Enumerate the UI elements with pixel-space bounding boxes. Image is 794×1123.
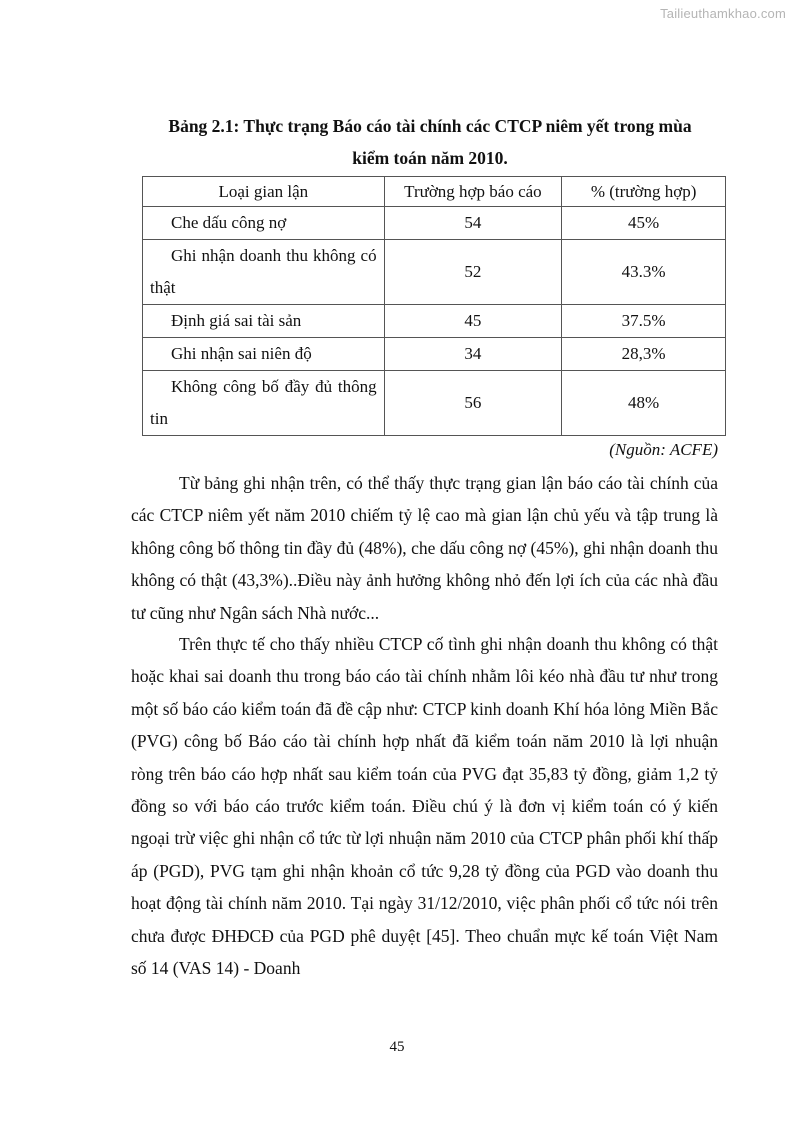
header-percent: % (trường hợp) <box>562 177 726 207</box>
row-cases: 52 <box>384 240 562 305</box>
table-title-line-2: kiểm toán năm 2010. <box>352 148 508 168</box>
row-cases: 54 <box>384 207 562 240</box>
table-row <box>143 207 726 240</box>
row-percent: 48% <box>562 371 726 436</box>
table-row <box>143 305 726 338</box>
row-fraud-type-text: Che dấu công nợ <box>171 213 287 232</box>
row-percent: 43.3% <box>562 240 726 305</box>
row-fraud-type <box>143 338 385 371</box>
row-percent: 45% <box>562 207 726 240</box>
row-fraud-type <box>143 207 385 240</box>
row-fraud-type: Ghi nhận doanh thu không có thật <box>143 240 385 305</box>
row-cases: 56 <box>384 371 562 436</box>
table-row <box>143 371 726 436</box>
table-row <box>143 240 726 305</box>
row-cases: 34 <box>384 338 562 371</box>
page-number: 45 <box>389 1039 405 1055</box>
row-percent: 28,3% <box>562 338 726 371</box>
header-cases: Trường hợp báo cáo <box>384 177 562 207</box>
row-percent: 37.5% <box>562 305 726 338</box>
row-fraud-type-text: Ghi nhận sai niên độ <box>171 344 312 363</box>
table-source-note: (Nguồn: ACFE) <box>609 440 718 459</box>
row-fraud-type <box>143 305 385 338</box>
header-fraud-type: Loại gian lận <box>143 177 385 207</box>
row-fraud-type-text: Định giá sai tài sản <box>171 311 302 330</box>
fraud-type-table <box>142 176 726 436</box>
row-cases: 45 <box>384 305 562 338</box>
table-header-row <box>143 177 726 207</box>
watermark: Tailieuthamkhao.com <box>660 6 786 21</box>
body-paragraph: Trên thực tế cho thấy nhiều CTCP cố tình ghi nhận doanh thu không có thật hoặc khai sai doanh thu trong báo cáo tài chính nhằm lôi kéo nhà đầu tư như trong một số báo cáo kiểm toán đã đề cập như: CTCP kinh doanh Khí hóa lỏng Miền Bắc (PVG) công bố Báo cáo tài chính hợp nhất đã kiểm toán năm 2010 là lợi nhuận ròng trên báo cáo hợp nhất sau kiểm toán của PVG đạt 35,83 tỷ đồng, giảm 1,2 tỷ đồng so với báo cáo trước kiểm toán. Điều chú ý là đơn vị kiểm toán có ý kiến ngoại trừ việc ghi nhận cổ tức từ lợi nhuận năm 2010 của CTCP phân phối khí thấp áp (PGD), PVG tạm ghi nhận khoản cổ tức 9,28 tỷ đồng của PGD vào doanh thu hoạt động tài chính năm 2010. Tại ngày 31/12/2010, việc phân phối cổ tức nói trên chưa được ĐHĐCĐ của PGD phê duyệt [45]. Theo chuẩn mực kế toán Việt Nam số 14 (VAS 14) - Doanh <box>131 634 718 979</box>
table-row <box>143 338 726 371</box>
row-fraud-type: Không công bố đầy đủ thông tin <box>143 371 385 436</box>
body-paragraph: Từ bảng ghi nhận trên, có thể thấy thực trạng gian lận báo cáo tài chính của các CTCP niêm yết năm 2010 chiếm tỷ lệ cao mà gian lận chủ yếu và tập trung là không công bố thông tin đầy đủ (48%), che dấu công nợ (45%), ghi nhận doanh thu không có thật (43,3%)..Điều này ảnh hưởng không nhỏ đến lợi ích của các nhà đầu tư cũng như Ngân sách Nhà nước... <box>131 473 718 623</box>
table-title-line-1: Bảng 2.1: Thực trạng Báo cáo tài chính các CTCP niêm yết trong mùa <box>168 116 692 136</box>
